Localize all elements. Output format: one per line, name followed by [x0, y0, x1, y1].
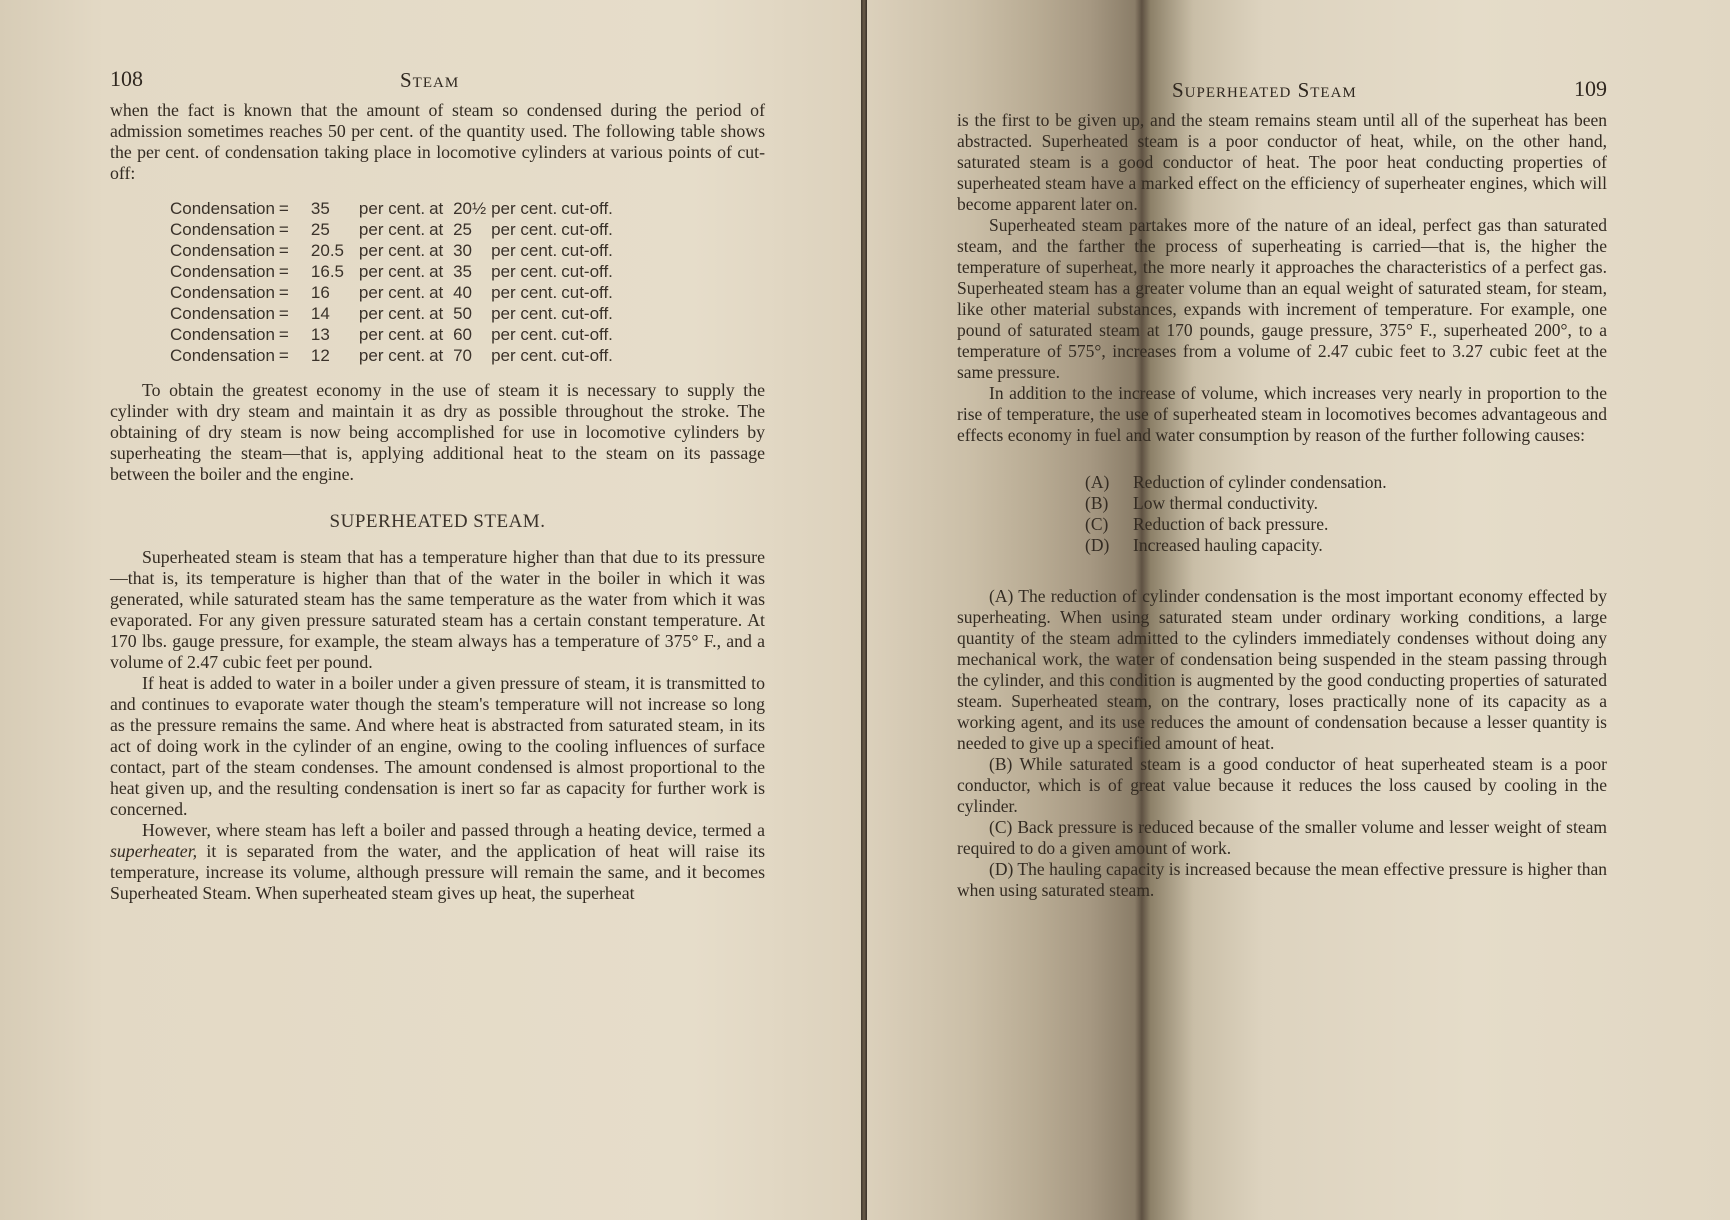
condensation-table-body: [170, 198, 617, 366]
equals-sign: =: [278, 241, 289, 260]
page-number: 108: [110, 66, 143, 91]
condensation-label: Condensation: [170, 346, 275, 365]
economy-paragraph: To obtain the greatest economy in the use of steam it is necessary to supply the cylinder with dry steam and maintain it as dry as possible throughout the stroke. The obtaining of dry steam is now being accomplished for use in locomotive cylinders by superheating the steam—that is, applying additional heat to the steam on its passage between the boiler and the engine.: [110, 380, 765, 484]
cause-d-paragraph: (D) The hauling capacity is increased because the mean effective pressure is higher than when using saturated steam.: [957, 859, 1607, 900]
cut-off-label: cut-off.: [561, 262, 613, 281]
ideal-gas-paragraph: Superheated steam partakes more of the nature of an ideal, perfect gas than saturated steam, and the farther the process of superheating is carried—that is, the higher the temperature of superheat, the more nearly it approaches the characteristics of a perfect gas. Superheated steam has a greater volume than an equal weight of saturated steam, for steam, like other material substances, expands with increment of temperature. For example, one pound of saturated steam at 170 pounds, gauge pressure, 375° F., superheated 200°, to a temperature of 575°, increases from a volume of 2.47 cubic feet to 3.27 cubic feet at the same pressure.: [957, 215, 1607, 382]
cut-off-point: 50: [453, 304, 472, 323]
cut-off-point: 20½: [453, 199, 487, 218]
at-label: at: [429, 304, 444, 323]
condensation-value: 14: [310, 304, 330, 323]
at-label: at: [429, 220, 444, 239]
list-item: [1085, 493, 1607, 514]
at-label: at: [429, 325, 444, 344]
per-cent-label: per cent.: [491, 199, 558, 218]
cause-text: Reduction of cylinder condensation.: [1133, 472, 1387, 492]
right-running-head: [957, 76, 1607, 110]
equals-sign: =: [278, 283, 289, 302]
cut-off-point: 25: [453, 220, 472, 239]
however-paragraph: [110, 820, 765, 904]
intro-paragraph: when the fact is known that the amount of steam so condensed during the period of admission sometimes reaches 50 per cent. of the quantity used. The following table shows the per cent. of condensation taking place in locomotive cylinders at various points of cut-off:: [110, 100, 765, 183]
condensation-value: 25: [310, 220, 330, 239]
table-row: [170, 324, 617, 345]
right-page: [957, 76, 1607, 901]
causes-intro-paragraph: In addition to the increase of volume, which increases very nearly in proportion to the rise of temperature, the use of superheated steam in locomotives becomes advantageous and effects economy in fuel and water consumption by reason of the further following causes:: [957, 383, 1607, 445]
condensation-label: Condensation: [170, 220, 275, 239]
condensation-label: Condensation: [170, 262, 275, 281]
section-heading: SUPERHEATED STEAM.: [329, 511, 546, 532]
per-cent-label: per cent.: [491, 304, 558, 323]
cut-off-point: 60: [453, 325, 472, 344]
condensation-label: Condensation: [170, 199, 275, 218]
cut-off-label: cut-off.: [561, 199, 613, 218]
cut-off-label: cut-off.: [561, 220, 613, 239]
per-cent-label: per cent.: [358, 262, 426, 281]
table-row: [170, 219, 617, 240]
condensation-value: 13: [310, 325, 330, 344]
equals-sign: =: [278, 325, 289, 344]
list-item: [1085, 472, 1607, 493]
cause-text: Low thermal conductivity.: [1133, 493, 1318, 513]
cause-c-paragraph: (C) Back pressure is reduced because of the smaller volume and lesser weight of steam required to do a given amount of work.: [957, 817, 1607, 858]
cause-letter: (D): [1085, 535, 1110, 555]
cut-off-point: 70: [453, 346, 472, 365]
table-row: [170, 261, 617, 282]
at-label: at: [429, 262, 444, 281]
cause-text: Reduction of back pressure.: [1133, 514, 1329, 534]
however-text-end: it is separated from the water, and the application of heat will raise its temperature, increase its volume, although pressure will remain the same, and it becomes Superheated Steam. When superheated steam gives up heat, the superheat: [110, 841, 765, 903]
cut-off-point: 40: [453, 283, 472, 302]
at-label: at: [429, 199, 444, 218]
cause-letter: (C): [1085, 514, 1109, 534]
left-page: [110, 66, 765, 904]
condensation-label: Condensation: [170, 304, 275, 323]
book-spine: [861, 0, 867, 1220]
continue-paragraph: is the first to be given up, and the steam remains steam until all of the superheat has been abstracted. Superheated steam is a poor conductor of heat, while, on the other hand, saturated steam is a good conductor of heat. The poor heat conducting properties of superheated steam have a marked effect on the efficiency of superheater engines, which will become apparent later on.: [957, 110, 1607, 214]
equals-sign: =: [278, 220, 289, 239]
cut-off-label: cut-off.: [561, 346, 613, 365]
condensation-value: 35: [310, 199, 330, 218]
running-title: Superheated Steam: [1172, 78, 1357, 102]
causes-list: [1085, 472, 1607, 556]
at-label: at: [429, 346, 444, 365]
running-title: Steam: [400, 68, 460, 92]
per-cent-label: per cent.: [491, 262, 558, 281]
per-cent-label: per cent.: [491, 346, 558, 365]
per-cent-label: per cent.: [358, 220, 426, 239]
per-cent-label: per cent.: [358, 283, 426, 302]
cut-off-point: 35: [453, 262, 472, 281]
per-cent-label: per cent.: [358, 241, 426, 260]
condensation-value: 20.5: [310, 241, 345, 260]
condensation-label: Condensation: [170, 283, 275, 302]
cause-letter: (A): [1085, 472, 1110, 492]
list-item: [1085, 535, 1607, 556]
per-cent-label: per cent.: [491, 241, 558, 260]
per-cent-label: per cent.: [358, 304, 426, 323]
condensation-value: 16: [310, 283, 330, 302]
page-number: 109: [1574, 76, 1607, 101]
table-row: [170, 345, 617, 366]
left-running-head: [110, 66, 765, 100]
per-cent-label: per cent.: [491, 325, 558, 344]
per-cent-label: per cent.: [358, 325, 426, 344]
equals-sign: =: [278, 262, 289, 281]
equals-sign: =: [278, 199, 289, 218]
cause-text: Increased hauling capacity.: [1133, 535, 1323, 555]
cut-off-label: cut-off.: [561, 304, 613, 323]
superheater-term: superheater,: [110, 841, 198, 861]
heat-paragraph: If heat is added to water in a boiler under a given pressure of steam, it is transmitted to and continues to evaporate water though the steam's temperature will not increase so long as the pressure remains the same. And where heat is abstracted from saturated steam, in its act of doing work in the cylinder of an engine, owing to the cooling influences of surface contact, part of the steam condenses. The amount condensed is almost proportional to the heat given up, and the resulting condensation is inert so far as capacity for further work is concerned.: [110, 673, 765, 819]
cut-off-label: cut-off.: [561, 283, 613, 302]
cause-a-paragraph: (A) The reduction of cylinder condensation is the most important economy effected by superheating. When using saturated steam under ordinary working conditions, a large quantity of the steam admitted to the cylinders immediately condenses without doing any mechanical work, the water of condensation being suspended in the steam passing through the cylinder, and this condition is augmented by the good conducting properties of saturated steam. Superheated steam, on the contrary, loses practically none of its capacity as a working agent, and its use reduces the amount of condensation because a lesser quantity is needed to give up a specified amount of heat.: [957, 586, 1607, 753]
table-row: [170, 282, 617, 303]
cut-off-label: cut-off.: [561, 325, 613, 344]
per-cent-label: per cent.: [491, 220, 558, 239]
condensation-value: 12: [310, 346, 330, 365]
equals-sign: =: [278, 346, 289, 365]
definition-paragraph: Superheated steam is steam that has a temperature higher than that due to its pressure—that is, its temperature is higher than that of the water in the boiler in which it was generated, while saturated steam has the same temperature as the water from which it was evaporated. For any given pressure saturated steam has a certain constant temperature. At 170 lbs. gauge pressure, for example, the steam always has a temperature of 375° F., and a volume of 2.47 cubic feet per pound.: [110, 547, 765, 672]
condensation-label: Condensation: [170, 325, 275, 344]
list-item: [1085, 514, 1607, 535]
condensation-value: 16.5: [310, 262, 345, 281]
cause-letter: (B): [1085, 493, 1109, 513]
right-page-body: [957, 110, 1607, 901]
table-row: [170, 240, 617, 261]
cut-off-label: cut-off.: [561, 241, 613, 260]
per-cent-label: per cent.: [358, 199, 426, 218]
cause-b-paragraph: (B) While saturated steam is a good conductor of heat superheated steam is a poor conductor, which is of great value because it reduces the loss caused by cooling in the cylinder.: [957, 754, 1607, 816]
cut-off-point: 30: [453, 241, 472, 260]
condensation-table: [170, 198, 617, 366]
condensation-label: Condensation: [170, 241, 275, 260]
table-row: [170, 303, 617, 324]
at-label: at: [429, 283, 444, 302]
per-cent-label: per cent.: [491, 283, 558, 302]
table-row: [170, 198, 617, 219]
however-text-start: However, where steam has left a boiler and passed through a heating device, termed a: [142, 820, 765, 840]
per-cent-label: per cent.: [358, 346, 426, 365]
left-page-body: [110, 100, 765, 904]
equals-sign: =: [278, 304, 289, 323]
at-label: at: [429, 241, 444, 260]
